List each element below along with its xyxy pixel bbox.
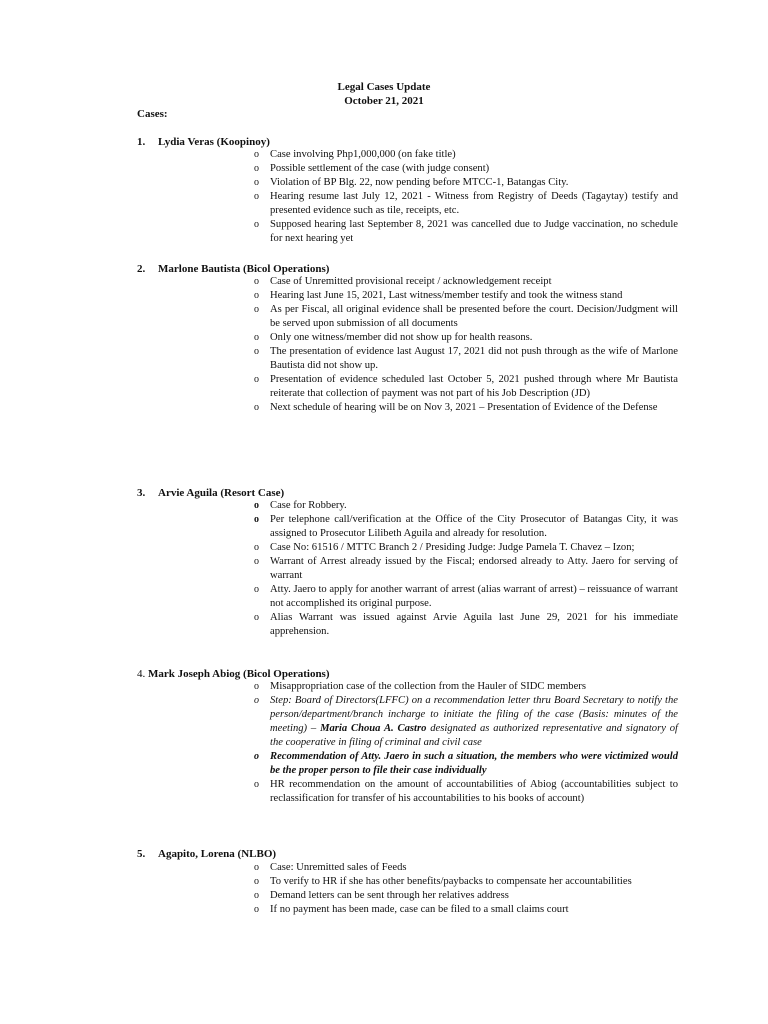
- case-5-bullets: [254, 861, 678, 917]
- case-name: Mark Joseph Abiog (Bicol Operations): [148, 668, 330, 680]
- bullet-marker: o: [254, 149, 259, 160]
- list-item: o HR recommendation on the amount of accountabilities of Abiog (accountabilities subject to reclassification for transfer of his accountabilities to his books of account): [254, 779, 678, 804]
- list-item: o Case No: 61516 / MTTC Branch 2 / Presiding Judge: Judge Pamela T. Chavez – Izon;: [254, 542, 635, 553]
- list-item: o If no payment has been made, case can be filed to a small claims court: [254, 904, 569, 915]
- bullet-marker: o: [254, 191, 259, 202]
- case-4-bullets: [254, 680, 678, 806]
- list-item: o The presentation of evidence last August 17, 2021 did not push through as the wife of Marlone Bautista did not show up.: [254, 346, 678, 371]
- case-number: 4.: [137, 668, 146, 680]
- list-item: o To verify to HR if she has other benefits/paybacks to compensate her accountabilities: [254, 876, 632, 887]
- list-item: o Supposed hearing last September 8, 2021 was cancelled due to Judge vaccination, no schedule for next hearing yet: [254, 219, 678, 244]
- list-item: o Case of Unremitted provisional receipt / acknowledgement receipt: [254, 276, 552, 287]
- bullet-marker: o: [254, 374, 259, 385]
- cases-label: Cases:: [137, 108, 168, 120]
- bullet-marker: o: [254, 177, 259, 188]
- case-number: 1.: [137, 136, 146, 148]
- case-number: 3.: [137, 487, 146, 499]
- list-item: o Case for Robbery.: [254, 500, 347, 511]
- bullet-marker: o: [254, 500, 259, 511]
- document-date: October 21, 2021: [344, 95, 424, 107]
- list-item: o Demand letters can be sent through her relatives address: [254, 890, 509, 901]
- case-number: 2.: [137, 263, 146, 275]
- bullet-marker: o: [254, 332, 259, 343]
- case-number: 5.: [137, 848, 146, 860]
- bullet-marker: o: [254, 402, 259, 413]
- bullet-marker: o: [254, 890, 259, 901]
- list-item: o Atty. Jaero to apply for another warrant of arrest (alias warrant of arrest) – reissuance of warrant not accomplished its original purpose.: [254, 584, 678, 609]
- case-heading: [137, 486, 284, 500]
- bullet-marker: o: [254, 290, 259, 301]
- case-name: Arvie Aguila (Resort Case): [158, 487, 285, 499]
- case-heading: [137, 667, 330, 681]
- case-3-bullets: [254, 499, 678, 639]
- case-heading: [137, 262, 329, 276]
- bullet-marker: o: [254, 681, 259, 692]
- list-item: o Case involving Php1,000,000 (on fake title): [254, 149, 456, 160]
- list-item: o Only one witness/member did not show up for health reasons.: [254, 332, 533, 343]
- list-item: o Violation of BP Blg. 22, now pending before MTCC-1, Batangas City.: [254, 177, 569, 188]
- list-item: o Recommendation of Atty. Jaero in such a situation, the members who were victimized would be the proper person to file their case individually: [254, 751, 678, 776]
- case-name: Lydia Veras (Koopinoy): [158, 136, 270, 148]
- case-name: Marlone Bautista (Bicol Operations): [158, 263, 330, 275]
- case-2-bullets: [254, 275, 678, 415]
- list-item: o Next schedule of hearing will be on Nov 3, 2021 – Presentation of Evidence of the Defense: [254, 402, 658, 413]
- case-heading: [137, 135, 270, 149]
- bullet-marker: o: [254, 862, 259, 873]
- bullet-marker: o: [254, 695, 259, 706]
- list-item: o As per Fiscal, all original evidence shall be presented before the court. Decision/Judgment will be served upon submission of all documents: [254, 304, 678, 329]
- bullet-marker: o: [254, 219, 259, 230]
- list-item: o Possible settlement of the case (with judge consent): [254, 163, 490, 174]
- bullet-marker: o: [254, 514, 259, 525]
- bullet-marker: o: [254, 876, 259, 887]
- bullet-marker: o: [254, 346, 259, 357]
- list-item: o Misappropriation case of the collection from the Hauler of SIDC members: [254, 681, 586, 692]
- bullet-marker: o: [254, 556, 259, 567]
- bullet-marker: o: [254, 163, 259, 174]
- document-title: Legal Cases Update: [337, 81, 431, 93]
- bullet-marker: o: [254, 584, 259, 595]
- list-item: o Hearing last June 15, 2021, Last witness/member testify and took the witness stand: [254, 290, 623, 301]
- bullet-marker: o: [254, 276, 259, 287]
- bullet-marker: o: [254, 751, 259, 762]
- list-item: o Presentation of evidence scheduled last October 5, 2021 pushed through where Mr Bautista reiterate that collection of payment was not part of his Job Description (JD): [254, 374, 678, 399]
- case-heading: [137, 847, 276, 861]
- representative-name: Maria Choua A. Castro: [320, 723, 427, 734]
- bullet-marker: o: [254, 904, 259, 915]
- list-item: o Step: Board of Directors(LFFC) on a recommendation letter thru Board Secretary to notify the person/department/branch incharge to initiate the filing of the case (Basis: minutes of the meeting) – Maria Choua A. Castro designated as authorized representative and signatory of the cooperative in filing of criminal and civil case: [254, 695, 678, 748]
- bullet-marker: o: [254, 779, 259, 790]
- list-item: o Warrant of Arrest already issued by the Fiscal; endorsed already to Atty. Jaero for serving of warrant: [254, 556, 678, 581]
- case-name: Agapito, Lorena (NLBO): [158, 848, 277, 860]
- list-item: o Case: Unremitted sales of Feeds: [254, 862, 407, 873]
- bullet-marker: o: [254, 304, 259, 315]
- case-1-bullets: [254, 148, 678, 246]
- list-item: o Alias Warrant was issued against Arvie Aguila last June 29, 2021 for his immediate apprehension.: [254, 612, 678, 637]
- list-item: o Per telephone call/verification at the Office of the City Prosecutor of Batangas City, it was assigned to Prosecutor Lilibeth Aguila and already for resolution.: [254, 514, 678, 539]
- bullet-marker: o: [254, 612, 259, 623]
- list-item: o Hearing resume last July 12, 2021 - Witness from Registry of Deeds (Tagaytay) testify and presented evidence such as tile, receipts, etc.: [254, 191, 678, 216]
- bullet-marker: o: [254, 542, 259, 553]
